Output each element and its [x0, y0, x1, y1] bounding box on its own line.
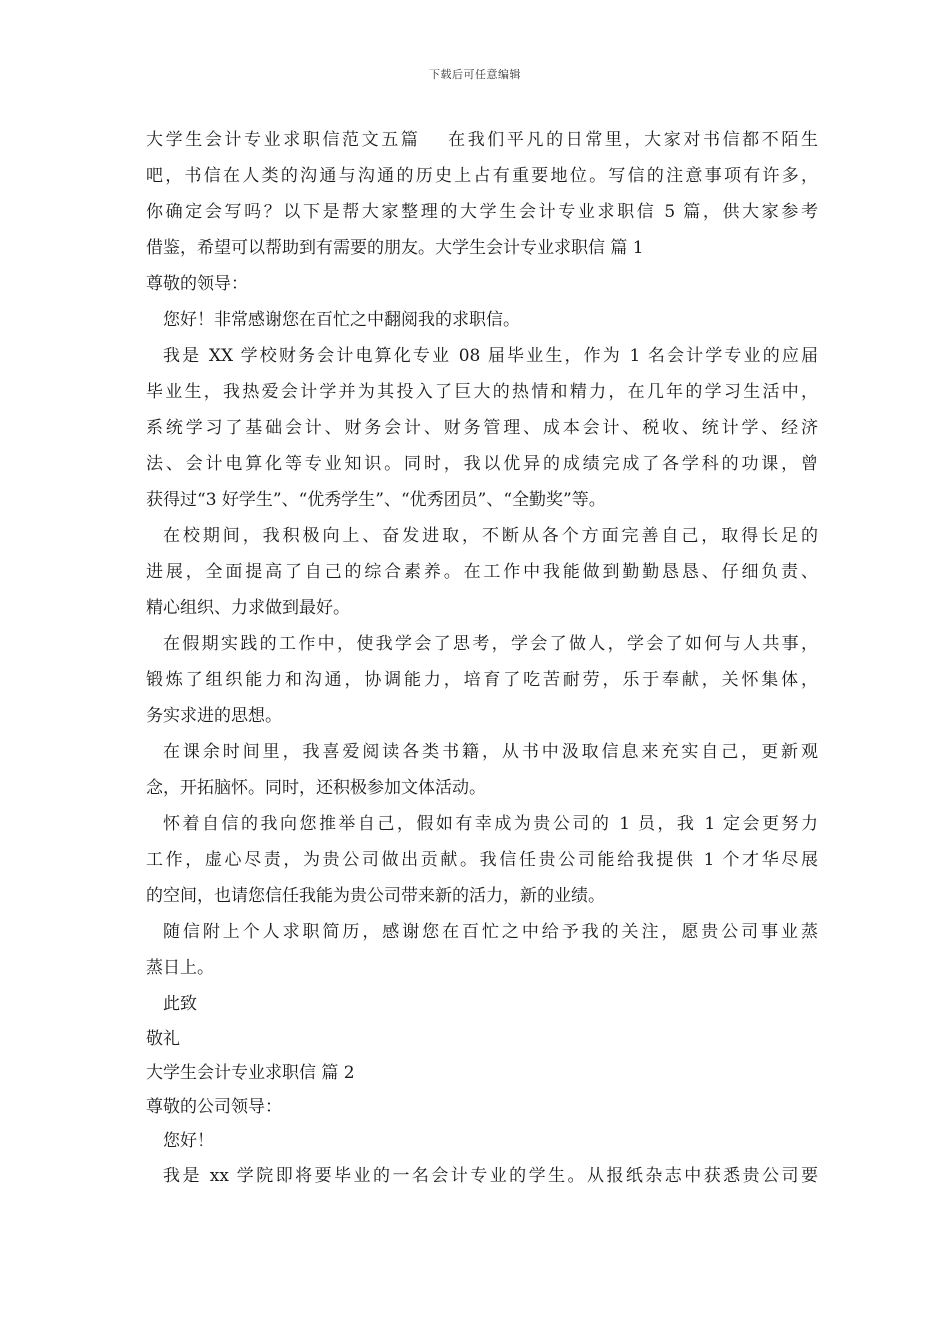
paragraph-1-line-2: 毕业生，我热爱会计学并为其投入了巨大的热情和精力，在几年的学习生活中， [146, 382, 818, 402]
paragraph-5-line-1: 怀着自信的我向您推举自己，假如有幸成为贵公司的 1 员，我 1 定会更努力 [163, 814, 818, 834]
paragraph-5-line-3: 的空间，也请您信任我能为贵公司带来新的活力，新的业绩。 [146, 886, 605, 906]
paragraph-6-line-2: 蒸日上。 [146, 958, 214, 978]
paragraph-4-line-2: 念，开拓脑怀。同时，还积极参加文体活动。 [146, 778, 486, 798]
section-title-2: 大学生会计专业求职信 篇 2 [146, 1063, 355, 1083]
page-header: 下载后可任意编辑 [429, 68, 521, 81]
paragraph-1-line-4: 法、会计电算化等专业知识。同时，我以优异的成绩完成了各学科的功课，曾 [146, 454, 818, 474]
paragraph-2-line-1: 在校期间，我积极向上、奋发进取，不断从各个方面完善自己，取得长足的 [163, 526, 818, 546]
paragraph-3-line-1: 在假期实践的工作中，使我学会了思考，学会了做人，学会了如何与人共事， [163, 634, 818, 654]
paragraph-5-line-2: 工作，虚心尽责，为贵公司做出贡献。我信任贵公司能给我提供 1 个才华尽展 [146, 850, 818, 870]
closing-salute: 敬礼 [146, 1029, 180, 1049]
paragraph-2-line-3: 精心组织、力求做到最好。 [146, 598, 350, 618]
document-body [146, 122, 818, 1194]
paragraph-3-line-2: 锻炼了组织能力和沟通，协调能力，培育了吃苦耐劳，乐于奉献，关怀集体， [146, 670, 818, 690]
greeting-1: 您好！非常感谢您在百忙之中翻阅我的求职信。 [163, 310, 520, 330]
paragraph-1-line-5: 获得过“3 好学生”、“优秀学生”、“优秀团员”、“全勤奖”等。 [146, 490, 606, 510]
paragraph-1-line-3: 系统学习了基础会计、财务会计、财务管理、成本会计、税收、统计学、经济 [146, 418, 818, 438]
paragraph-3-line-3: 务实求进的思想。 [146, 706, 282, 726]
intro-line-4: 借鉴，希望可以帮助到有需要的朋友。大学生会计专业求职信 篇 1 [146, 238, 644, 258]
salutation-2: 尊敬的公司领导： [146, 1097, 282, 1117]
intro-line-1: 大学生会计专业求职信范文五篇 在我们平凡的日常里，大家对书信都不陌生 [146, 130, 818, 150]
closing-text: 此致 [163, 994, 197, 1014]
paragraph-6-line-1: 随信附上个人求职简历，感谢您在百忙之中给予我的关注，愿贵公司事业蒸 [163, 922, 818, 942]
paragraph-1-line-1: 我是 XX 学校财务会计电算化专业 08 届毕业生，作为 1 名会计学专业的应届 [163, 346, 818, 366]
paragraph-7-line-1: 我是 xx 学院即将要毕业的一名会计专业的学生。从报纸杂志中获悉贵公司要 [163, 1166, 818, 1186]
intro-line-2: 吧，书信在人类的沟通与沟通的历史上占有重要地位。写信的注意事项有许多， [146, 166, 818, 186]
greeting-2: 您好！ [163, 1131, 214, 1151]
paragraph-4-line-1: 在课余时间里，我喜爱阅读各类书籍，从书中汲取信息来充实自己，更新观 [163, 742, 818, 762]
salutation-1: 尊敬的领导： [146, 274, 248, 294]
intro-line-3: 你确定会写吗？以下是帮大家整理的大学生会计专业求职信 5 篇，供大家参考 [146, 202, 818, 222]
paragraph-2-line-2: 进展，全面提高了自己的综合素养。在工作中我能做到勤勤恳恳、仔细负责、 [146, 562, 818, 582]
